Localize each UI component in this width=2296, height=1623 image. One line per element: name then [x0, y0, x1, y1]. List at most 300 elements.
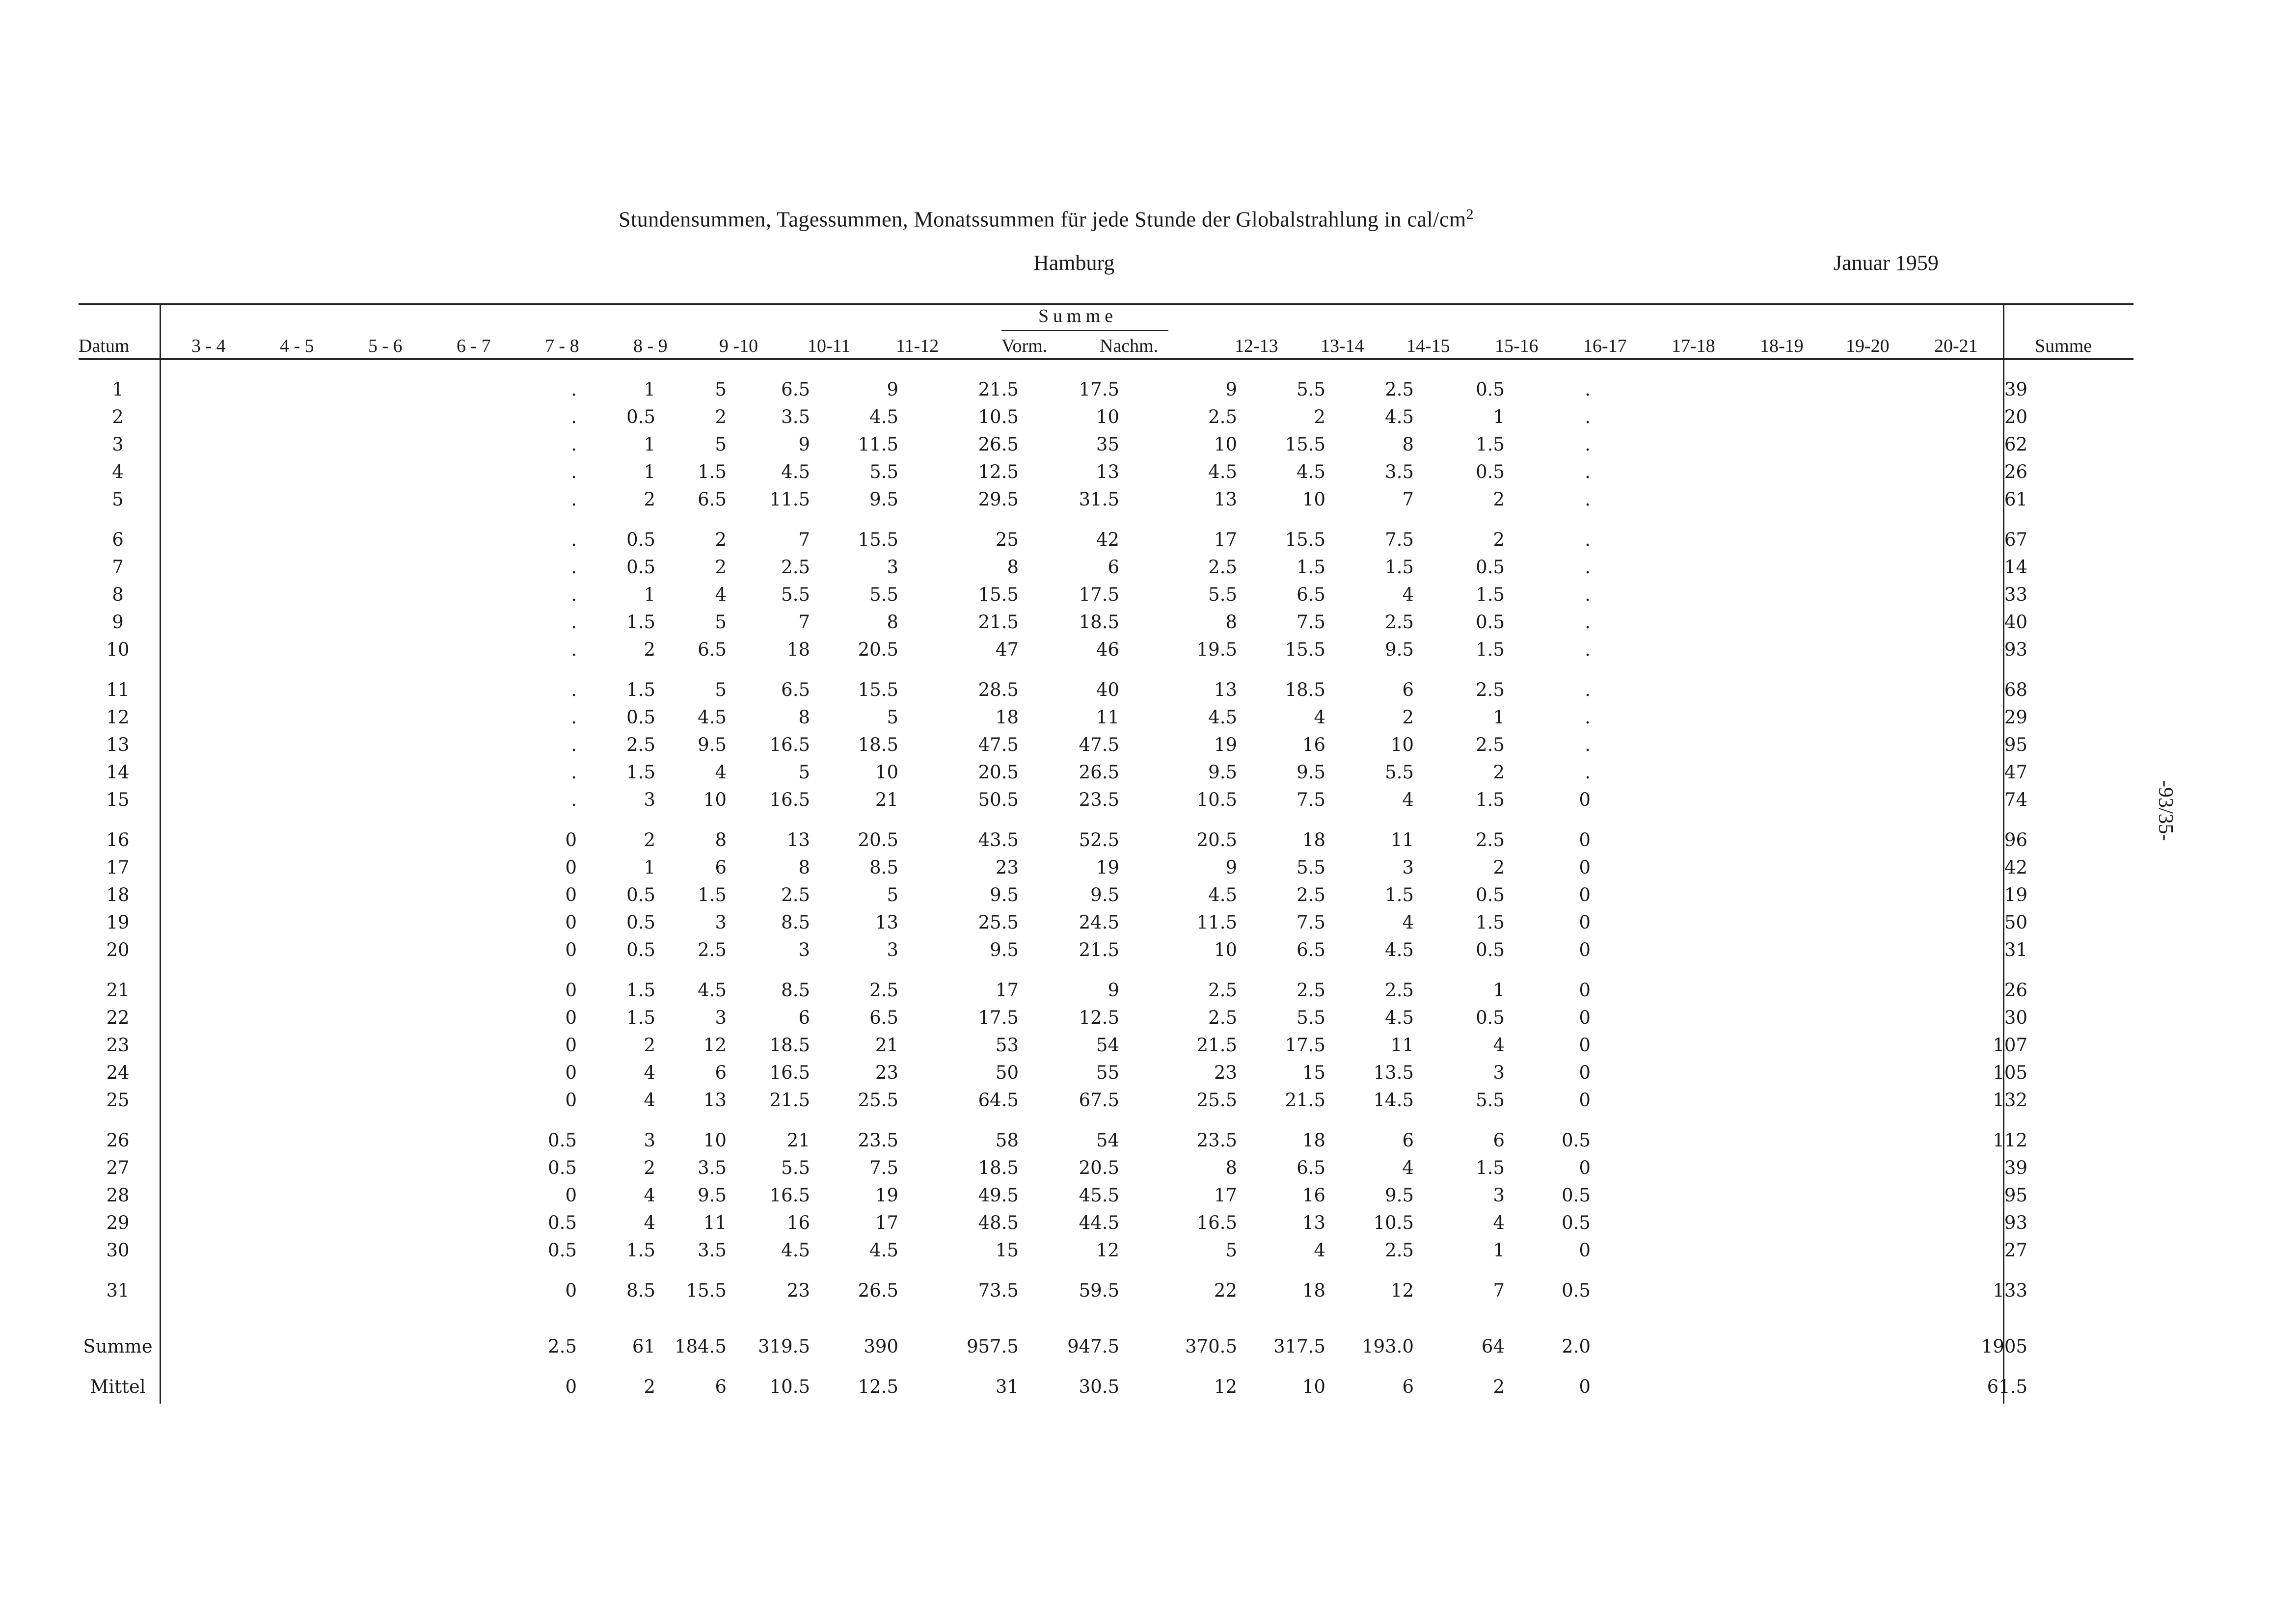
table-cell: 64.5 — [978, 1089, 1019, 1111]
table-cell: 317.5 — [1273, 1335, 1325, 1357]
table-cell: 47.5 — [1079, 734, 1119, 755]
table-cell: 2 — [1402, 706, 1414, 728]
table-cell: 4 — [715, 761, 727, 783]
table-cell: 0 — [1579, 1034, 1591, 1056]
row-label: 2 — [112, 406, 124, 427]
table-cell: 0.5 — [626, 406, 655, 427]
table-row — [79, 526, 2027, 553]
row-label: 11 — [106, 679, 130, 700]
means-row — [79, 1373, 2027, 1400]
table-cell: 6 — [1402, 1376, 1414, 1397]
row-total: 133 — [1993, 1279, 2027, 1301]
radiation-table — [79, 375, 2027, 1400]
table-cell: 0 — [565, 939, 577, 960]
table-cell: 9 — [1107, 979, 1119, 1001]
table-cell: 0.5 — [1476, 884, 1505, 905]
row-total: 50 — [2004, 911, 2027, 933]
table-cell: 2 — [644, 1376, 655, 1397]
table-cell: 1.5 — [1476, 584, 1505, 605]
table-cell: 2 — [1493, 856, 1505, 878]
table-cell: 4.5 — [781, 1239, 810, 1261]
table-cell: 8 — [798, 706, 810, 728]
table-cell: 12.5 — [1079, 1007, 1119, 1028]
row-label: 8 — [112, 584, 124, 605]
table-cell: 10 — [703, 789, 727, 810]
table-cell: 19.5 — [1196, 639, 1237, 660]
table-cell: 3 — [798, 939, 810, 960]
table-cell: 5 — [887, 884, 898, 905]
table-cell: 9 — [1225, 856, 1237, 878]
table-cell: 18 — [1302, 1279, 1325, 1301]
table-cell: 18.5 — [769, 1034, 810, 1056]
table-cell: 25.5 — [978, 911, 1019, 933]
table-cell: 2.5 — [1385, 979, 1414, 1001]
table-cell: 6.5 — [869, 1007, 898, 1028]
table-row — [79, 881, 2027, 908]
column-header: Vorm. — [1001, 336, 1048, 356]
table-cell: 2.5 — [1297, 884, 1325, 905]
table-cell: 13 — [1214, 488, 1237, 510]
table-cell: 6.5 — [698, 639, 727, 660]
table-cell: 11 — [703, 1212, 727, 1233]
table-cell: 31.5 — [1079, 488, 1119, 510]
table-cell: 0.5 — [626, 556, 655, 578]
row-label: 26 — [106, 1129, 130, 1151]
table-cell: 1.5 — [1297, 556, 1325, 578]
table-cell: 4.5 — [698, 706, 727, 728]
table-cell: 0 — [565, 1034, 577, 1056]
table-cell: 0.5 — [626, 939, 655, 960]
table-cell: 54 — [1096, 1129, 1119, 1151]
table-cell: 21.5 — [978, 611, 1019, 633]
table-cell: 4 — [644, 1089, 655, 1111]
table-cell: 3 — [644, 789, 655, 810]
row-label: 13 — [106, 734, 130, 755]
table-cell: 16.5 — [1196, 1212, 1237, 1233]
table-cell: 16.5 — [769, 1062, 810, 1083]
table-cell: 11.5 — [769, 488, 810, 510]
table-cell: 9 — [887, 378, 898, 400]
row-total: 14 — [2004, 556, 2027, 578]
table-cell: 10 — [1302, 1376, 1325, 1397]
table-cell: 4.5 — [1208, 706, 1237, 728]
table-cell: 6 — [798, 1007, 810, 1028]
column-header: 16-17 — [1583, 336, 1627, 356]
table-cell: 19 — [1214, 734, 1237, 755]
row-total: 74 — [2004, 789, 2027, 810]
table-cell: . — [571, 529, 577, 550]
table-row — [79, 403, 2027, 430]
table-cell: 25 — [995, 529, 1019, 550]
table-cell: 1.5 — [1476, 789, 1505, 810]
table-cell: 9.5 — [990, 939, 1019, 960]
table-cell: 0.5 — [1562, 1184, 1591, 1206]
table-cell: . — [571, 761, 577, 783]
table-cell: 0 — [565, 979, 577, 1001]
row-label: 6 — [112, 529, 124, 550]
row-total: 42 — [2004, 856, 2027, 878]
table-cell: 17.5 — [1079, 584, 1119, 605]
table-cell: 44.5 — [1079, 1212, 1119, 1233]
table-row — [79, 458, 2027, 485]
table-cell: 20.5 — [858, 829, 898, 851]
table-cell: 4.5 — [1208, 461, 1237, 482]
table-cell: 0.5 — [1476, 378, 1505, 400]
column-header: 19-20 — [1846, 336, 1890, 356]
table-cell: 1 — [1493, 406, 1505, 427]
table-cell: 4 — [715, 584, 727, 605]
summe-group-rule — [1001, 330, 1168, 331]
row-label: 31 — [106, 1279, 130, 1301]
table-cell: 2.5 — [1476, 829, 1505, 851]
table-cell: 18.5 — [1079, 611, 1119, 633]
table-cell: . — [1585, 734, 1591, 755]
table-cell: 4 — [1402, 584, 1414, 605]
table-cell: 25.5 — [858, 1089, 898, 1111]
table-cell: 9.5 — [698, 734, 727, 755]
table-cell: . — [1585, 406, 1591, 427]
table-cell: 1.5 — [1385, 884, 1414, 905]
table-cell: 0.5 — [548, 1212, 577, 1233]
table-cell: 0 — [1579, 911, 1591, 933]
table-cell: . — [571, 611, 577, 633]
table-cell: 22 — [1214, 1279, 1237, 1301]
table-cell: 43.5 — [978, 829, 1019, 851]
table-cell: 0.5 — [1476, 461, 1505, 482]
table-cell: 17.5 — [1285, 1034, 1325, 1056]
table-cell: 46 — [1096, 639, 1119, 660]
table-cell: 13 — [786, 829, 810, 851]
table-cell: 1 — [1493, 706, 1505, 728]
table-cell: 8 — [1402, 433, 1414, 455]
table-cell: 11.5 — [858, 433, 898, 455]
table-cell: 13 — [1214, 679, 1237, 700]
table-cell: 5 — [715, 679, 727, 700]
column-header: 4 - 5 — [280, 336, 314, 356]
table-cell: 40 — [1096, 679, 1119, 700]
table-row — [79, 676, 2027, 703]
row-label: 17 — [106, 856, 130, 878]
table-cell: 13.5 — [1373, 1062, 1414, 1083]
row-total: 105 — [1993, 1062, 2027, 1083]
table-cell: . — [1585, 639, 1591, 660]
table-cell: . — [571, 734, 577, 755]
column-header: Datum — [79, 336, 130, 356]
table-cell: 53 — [995, 1034, 1019, 1056]
table-cell: 2 — [715, 406, 727, 427]
table-cell: 10.5 — [978, 406, 1019, 427]
table-cell: 4 — [644, 1062, 655, 1083]
table-cell: 4 — [1402, 1157, 1414, 1178]
table-cell: 2 — [1493, 1376, 1505, 1397]
table-cell: 10.5 — [769, 1376, 810, 1397]
table-row — [79, 1086, 2027, 1114]
table-cell: 23 — [875, 1062, 898, 1083]
table-cell: 11 — [1096, 706, 1119, 728]
column-header: 10-11 — [808, 336, 851, 356]
table-cell: 1.5 — [1476, 1157, 1505, 1178]
table-cell: 0.5 — [548, 1129, 577, 1151]
table-cell: 23 — [1214, 1062, 1237, 1083]
table-cell: . — [571, 378, 577, 400]
table-cell: 1.5 — [626, 1239, 655, 1261]
table-cell: 21.5 — [769, 1089, 810, 1111]
table-cell: 0.5 — [626, 884, 655, 905]
table-cell: . — [1585, 529, 1591, 550]
row-total: 33 — [2004, 584, 2027, 605]
table-cell: 9.5 — [1208, 761, 1237, 783]
table-cell: 8 — [798, 856, 810, 878]
table-cell: 2 — [1493, 529, 1505, 550]
table-cell: 0 — [565, 1376, 577, 1397]
table-cell: . — [1585, 706, 1591, 728]
table-cell: 26.5 — [1079, 761, 1119, 783]
table-cell: 2.0 — [1562, 1335, 1591, 1357]
row-total: 26 — [2004, 461, 2027, 482]
row-total: 39 — [2004, 1157, 2027, 1178]
table-cell: 0 — [1579, 884, 1591, 905]
table-cell: 1.5 — [1476, 639, 1505, 660]
table-cell: 5.5 — [869, 584, 898, 605]
table-cell: 21.5 — [1079, 939, 1119, 960]
table-cell: 50 — [995, 1062, 1019, 1083]
table-cell: 0.5 — [548, 1157, 577, 1178]
table-cell: 16.5 — [769, 789, 810, 810]
table-cell: 0 — [565, 856, 577, 878]
table-cell: 0 — [565, 829, 577, 851]
table-cell: 8 — [1225, 1157, 1237, 1178]
table-cell: 0.5 — [1562, 1212, 1591, 1233]
table-cell: 6 — [715, 1062, 727, 1083]
table-cell: 42 — [1096, 529, 1119, 550]
table-cell: 12.5 — [978, 461, 1019, 482]
table-row — [79, 1236, 2027, 1264]
row-total: 93 — [2004, 639, 2027, 660]
table-cell: 2.5 — [1385, 611, 1414, 633]
table-cell: 2 — [644, 1034, 655, 1056]
table-cell: 7 — [798, 529, 810, 550]
table-cell: 17 — [1214, 529, 1237, 550]
table-cell: 5 — [887, 706, 898, 728]
table-cell: 3.5 — [698, 1239, 727, 1261]
row-label: 25 — [106, 1089, 130, 1111]
table-cell: 5.5 — [781, 1157, 810, 1178]
row-label: 23 — [106, 1034, 130, 1056]
table-cell: 9.5 — [1297, 761, 1325, 783]
table-cell: 5 — [798, 761, 810, 783]
table-cell: 5.5 — [1297, 1007, 1325, 1028]
row-total: 95 — [2004, 1184, 2027, 1206]
table-cell: 11 — [1390, 829, 1414, 851]
table-cell: 2.5 — [1385, 1239, 1414, 1261]
table-cell: 4 — [1493, 1034, 1505, 1056]
table-cell: 6 — [715, 1376, 727, 1397]
table-cell: 0 — [565, 1279, 577, 1301]
table-cell: 6 — [1493, 1129, 1505, 1151]
table-cell: . — [571, 679, 577, 700]
table-row — [79, 553, 2027, 581]
table-cell: . — [571, 433, 577, 455]
table-cell: 6.5 — [1297, 939, 1325, 960]
column-header: 11-12 — [896, 336, 939, 356]
table-cell: 0.5 — [1476, 611, 1505, 633]
table-cell: 3 — [1493, 1062, 1505, 1083]
table-cell: 2.5 — [1208, 406, 1237, 427]
table-cell: 54 — [1096, 1034, 1119, 1056]
table-cell: 26.5 — [978, 433, 1019, 455]
table-cell: 3 — [715, 1007, 727, 1028]
table-cell: 4.5 — [1385, 1007, 1414, 1028]
page-number: -93/35- — [2154, 780, 2177, 841]
table-cell: 3 — [715, 911, 727, 933]
table-cell: 12.5 — [858, 1376, 898, 1397]
row-label: 15 — [106, 789, 130, 810]
table-cell: 7 — [798, 611, 810, 633]
table-row — [79, 786, 2027, 813]
table-cell: 17 — [995, 979, 1019, 1001]
totals-row — [79, 1332, 2027, 1360]
table-cell: 3 — [887, 556, 898, 578]
table-cell: 21 — [786, 1129, 810, 1151]
table-cell: 0.5 — [1476, 1007, 1505, 1028]
row-label: 4 — [112, 461, 124, 482]
table-cell: 0.5 — [626, 529, 655, 550]
table-row — [79, 375, 2027, 403]
table-row — [79, 976, 2027, 1004]
table-cell: 7.5 — [869, 1157, 898, 1178]
table-cell: 4 — [1314, 706, 1325, 728]
table-cell: 45.5 — [1079, 1184, 1119, 1206]
table-cell: 1 — [644, 584, 655, 605]
table-cell: 3 — [887, 939, 898, 960]
table-cell: 1.5 — [626, 761, 655, 783]
column-header: 14-15 — [1406, 336, 1450, 356]
table-cell: 5 — [715, 433, 727, 455]
table-row — [79, 1209, 2027, 1236]
table-row — [79, 1181, 2027, 1209]
column-header: 17-18 — [1672, 336, 1715, 356]
column-header: 8 - 9 — [633, 336, 668, 356]
table-cell: 8 — [1007, 556, 1019, 578]
table-cell: 5.5 — [1476, 1089, 1505, 1111]
table-cell: 18 — [1302, 829, 1325, 851]
table-cell: 25.5 — [1196, 1089, 1237, 1111]
row-total: 31 — [2004, 939, 2027, 960]
table-cell: 10 — [703, 1129, 727, 1151]
table-cell: 18 — [786, 639, 810, 660]
table-cell: 15.5 — [858, 529, 898, 550]
row-label: 21 — [106, 979, 130, 1001]
table-cell: 4.5 — [698, 979, 727, 1001]
table-cell: 7.5 — [1297, 911, 1325, 933]
table-cell: 0 — [1579, 789, 1591, 810]
table-cell: 6 — [1107, 556, 1119, 578]
table-cell: 12 — [1096, 1239, 1119, 1261]
table-cell: . — [571, 556, 577, 578]
table-cell: 18.5 — [1285, 679, 1325, 700]
table-cell: 16 — [1302, 734, 1325, 755]
table-cell: 2 — [715, 529, 727, 550]
table-cell: 2.5 — [781, 884, 810, 905]
table-cell: . — [571, 488, 577, 510]
table-cell: 0 — [565, 1007, 577, 1028]
table-cell: 5.5 — [1297, 856, 1325, 878]
column-header: 5 - 6 — [368, 336, 403, 356]
row-total: 107 — [1993, 1034, 2027, 1056]
row-total: 68 — [2004, 679, 2027, 700]
table-cell: 0 — [1579, 829, 1591, 851]
table-cell: 10.5 — [1196, 789, 1237, 810]
row-total: 61.5 — [1987, 1376, 2027, 1397]
summe-group-header: Summe — [1038, 306, 1118, 326]
table-cell: . — [1585, 433, 1591, 455]
table-cell: 2.5 — [781, 556, 810, 578]
table-row — [79, 1277, 2027, 1304]
row-label: 27 — [106, 1157, 130, 1178]
table-cell: 2.5 — [1208, 1007, 1237, 1028]
table-cell: 0 — [1579, 979, 1591, 1001]
table-cell: 2 — [1314, 406, 1325, 427]
table-cell: 0.5 — [626, 706, 655, 728]
table-cell: 5.5 — [1297, 378, 1325, 400]
table-cell: 0.5 — [1562, 1279, 1591, 1301]
table-cell: 0 — [1579, 1007, 1591, 1028]
row-total: 40 — [2004, 611, 2027, 633]
table-row — [79, 853, 2027, 881]
table-cell: . — [1585, 679, 1591, 700]
table-cell: 184.5 — [675, 1335, 727, 1357]
table-cell: 3.5 — [781, 406, 810, 427]
table-cell: . — [1585, 761, 1591, 783]
row-label: 20 — [106, 939, 130, 960]
table-cell: . — [1585, 556, 1591, 578]
row-total: 27 — [2004, 1239, 2027, 1261]
table-cell: 15.5 — [1285, 639, 1325, 660]
table-row — [79, 703, 2027, 731]
column-header: 9 -10 — [719, 336, 758, 356]
table-cell: 0 — [1579, 1089, 1591, 1111]
table-cell: 390 — [864, 1335, 898, 1357]
table-cell: 10 — [1302, 488, 1325, 510]
table-row — [79, 608, 2027, 636]
table-cell: 20.5 — [858, 639, 898, 660]
table-cell: 2.5 — [698, 939, 727, 960]
column-header: 3 - 4 — [191, 336, 226, 356]
table-cell: 21 — [875, 1034, 898, 1056]
table-cell: 0 — [1579, 1062, 1591, 1083]
table-cell: 59.5 — [1079, 1279, 1119, 1301]
table-cell: 15.5 — [1285, 529, 1325, 550]
table-cell: . — [1585, 461, 1591, 482]
table-cell: 2 — [644, 1157, 655, 1178]
row-total: 96 — [2004, 829, 2027, 851]
table-cell: 29.5 — [978, 488, 1019, 510]
table-cell: 319.5 — [758, 1335, 810, 1357]
table-cell: 58 — [995, 1129, 1019, 1151]
table-cell: 17.5 — [1079, 378, 1119, 400]
row-label: Summe — [83, 1335, 153, 1357]
table-top-rule — [79, 303, 2134, 305]
table-cell: 1.5 — [626, 679, 655, 700]
table-cell: 0.5 — [1476, 556, 1505, 578]
table-cell: 10 — [1214, 939, 1237, 960]
table-cell: 947.5 — [1067, 1335, 1119, 1357]
table-cell: 9.5 — [1385, 639, 1414, 660]
table-cell: 8.5 — [626, 1279, 655, 1301]
row-label: 14 — [106, 761, 130, 783]
table-cell: 1.5 — [1476, 433, 1505, 455]
table-cell: 1.5 — [626, 611, 655, 633]
